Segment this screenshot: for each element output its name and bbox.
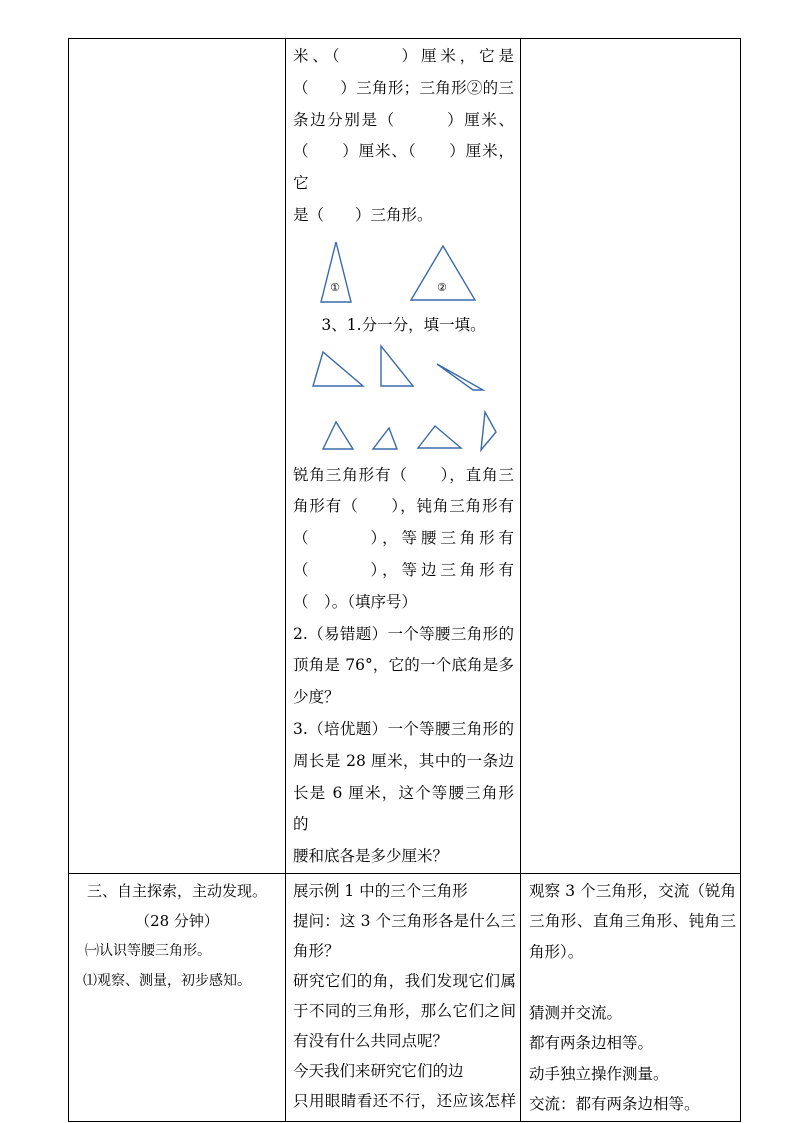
text-line: （ ），等边三角形有	[293, 560, 514, 579]
triangle-shape	[437, 364, 483, 390]
text-line: 观察 3 个三角形，交流（锐角	[529, 881, 736, 900]
text-line: 三角形、直角三角形、钝角三	[529, 912, 736, 931]
text-line: 2.（易错题）一个等腰三角形的	[293, 624, 514, 643]
section-heading: 三、自主探索，主动发现。	[86, 881, 267, 900]
triangle-shape	[323, 422, 353, 449]
text-line: 都有两条边相等。	[529, 1034, 654, 1053]
text-line: 提问：这 3 个三角形各是什么三	[293, 911, 516, 930]
text-line: 周长是 28 厘米，其中的一条边	[293, 751, 514, 770]
text-line: 展示例 1 中的三个三角形	[293, 881, 468, 900]
table-row	[69, 39, 741, 874]
text-line: 于不同的三角形，那么它们之间	[293, 1001, 516, 1020]
triangle-shape	[418, 426, 461, 448]
triangle-figure-2	[293, 342, 513, 460]
subsection-heading: ㈠认识等腰三角形。	[85, 942, 211, 959]
text-line: 腰和底各是多少厘米？	[293, 847, 449, 866]
text-line: 顶角是 76°，它的一个底角是多	[293, 656, 514, 675]
text-line: 角形）。	[529, 942, 584, 961]
triangle-shape	[373, 428, 397, 449]
row1-col1-cell	[69, 39, 286, 874]
text-line: 角形？	[293, 941, 340, 960]
triangle-1-label: ①	[330, 280, 340, 294]
row2-col3-cell	[521, 873, 741, 1121]
section-duration: （28 分钟）	[135, 911, 219, 930]
step-heading: ⑴观察、测量，初步感知。	[83, 972, 251, 989]
table-row	[69, 873, 741, 1121]
lesson-plan-table	[68, 38, 741, 1122]
text-line: 是（ ）三角形。	[293, 205, 433, 224]
text-line: 角形有（ ），钝角三角形有	[293, 497, 514, 516]
text-line: 少度？	[293, 688, 340, 707]
text-line: （ ）。（填序号）	[293, 592, 418, 611]
triangle-shape	[381, 346, 413, 386]
triangle-shape	[313, 352, 363, 386]
text-line: 3.（培优题）一个等腰三角形的	[293, 719, 514, 738]
text-line: 动手独立操作测量。	[529, 1064, 669, 1083]
row2-col2-cell	[286, 873, 521, 1121]
row1-col2-cell	[286, 39, 521, 874]
triangle-2-label: ②	[437, 280, 447, 294]
row2-col1-cell	[69, 873, 286, 1121]
text-line: 猜测并交流。	[529, 1003, 623, 1022]
text-line: （ ）厘米、（ ）厘米，它	[293, 142, 514, 193]
text-line: （ ）三角形；三角形②的三	[293, 78, 514, 97]
triangle-shape	[481, 412, 496, 450]
triangle-figure-1	[293, 232, 513, 312]
question-3-title: 3、1.分一分，填一填。	[321, 315, 486, 334]
text-line: （ ），等腰三角形有	[293, 529, 514, 548]
text-line: 锐角三角形有（ ），直角三	[293, 465, 514, 484]
blank-line	[529, 967, 736, 998]
row1-col3-cell	[521, 39, 741, 874]
text-line: 交流：都有两条边相等。	[529, 1095, 700, 1114]
text-line: 只用眼睛看还不行，还应该怎样	[293, 1091, 516, 1110]
text-line: 有没有什么共同点呢？	[293, 1031, 449, 1050]
text-line: 今天我们来研究它们的边	[293, 1061, 464, 1080]
text-line: 米、（ ）厘米，它是	[293, 47, 514, 65]
text-line: 条边分别是（ ）厘米、	[293, 110, 514, 129]
text-line: 长是 6 厘米，这个等腰三角形的	[293, 783, 514, 834]
text-line: 研究它们的角，我们发现它们属	[293, 971, 516, 990]
